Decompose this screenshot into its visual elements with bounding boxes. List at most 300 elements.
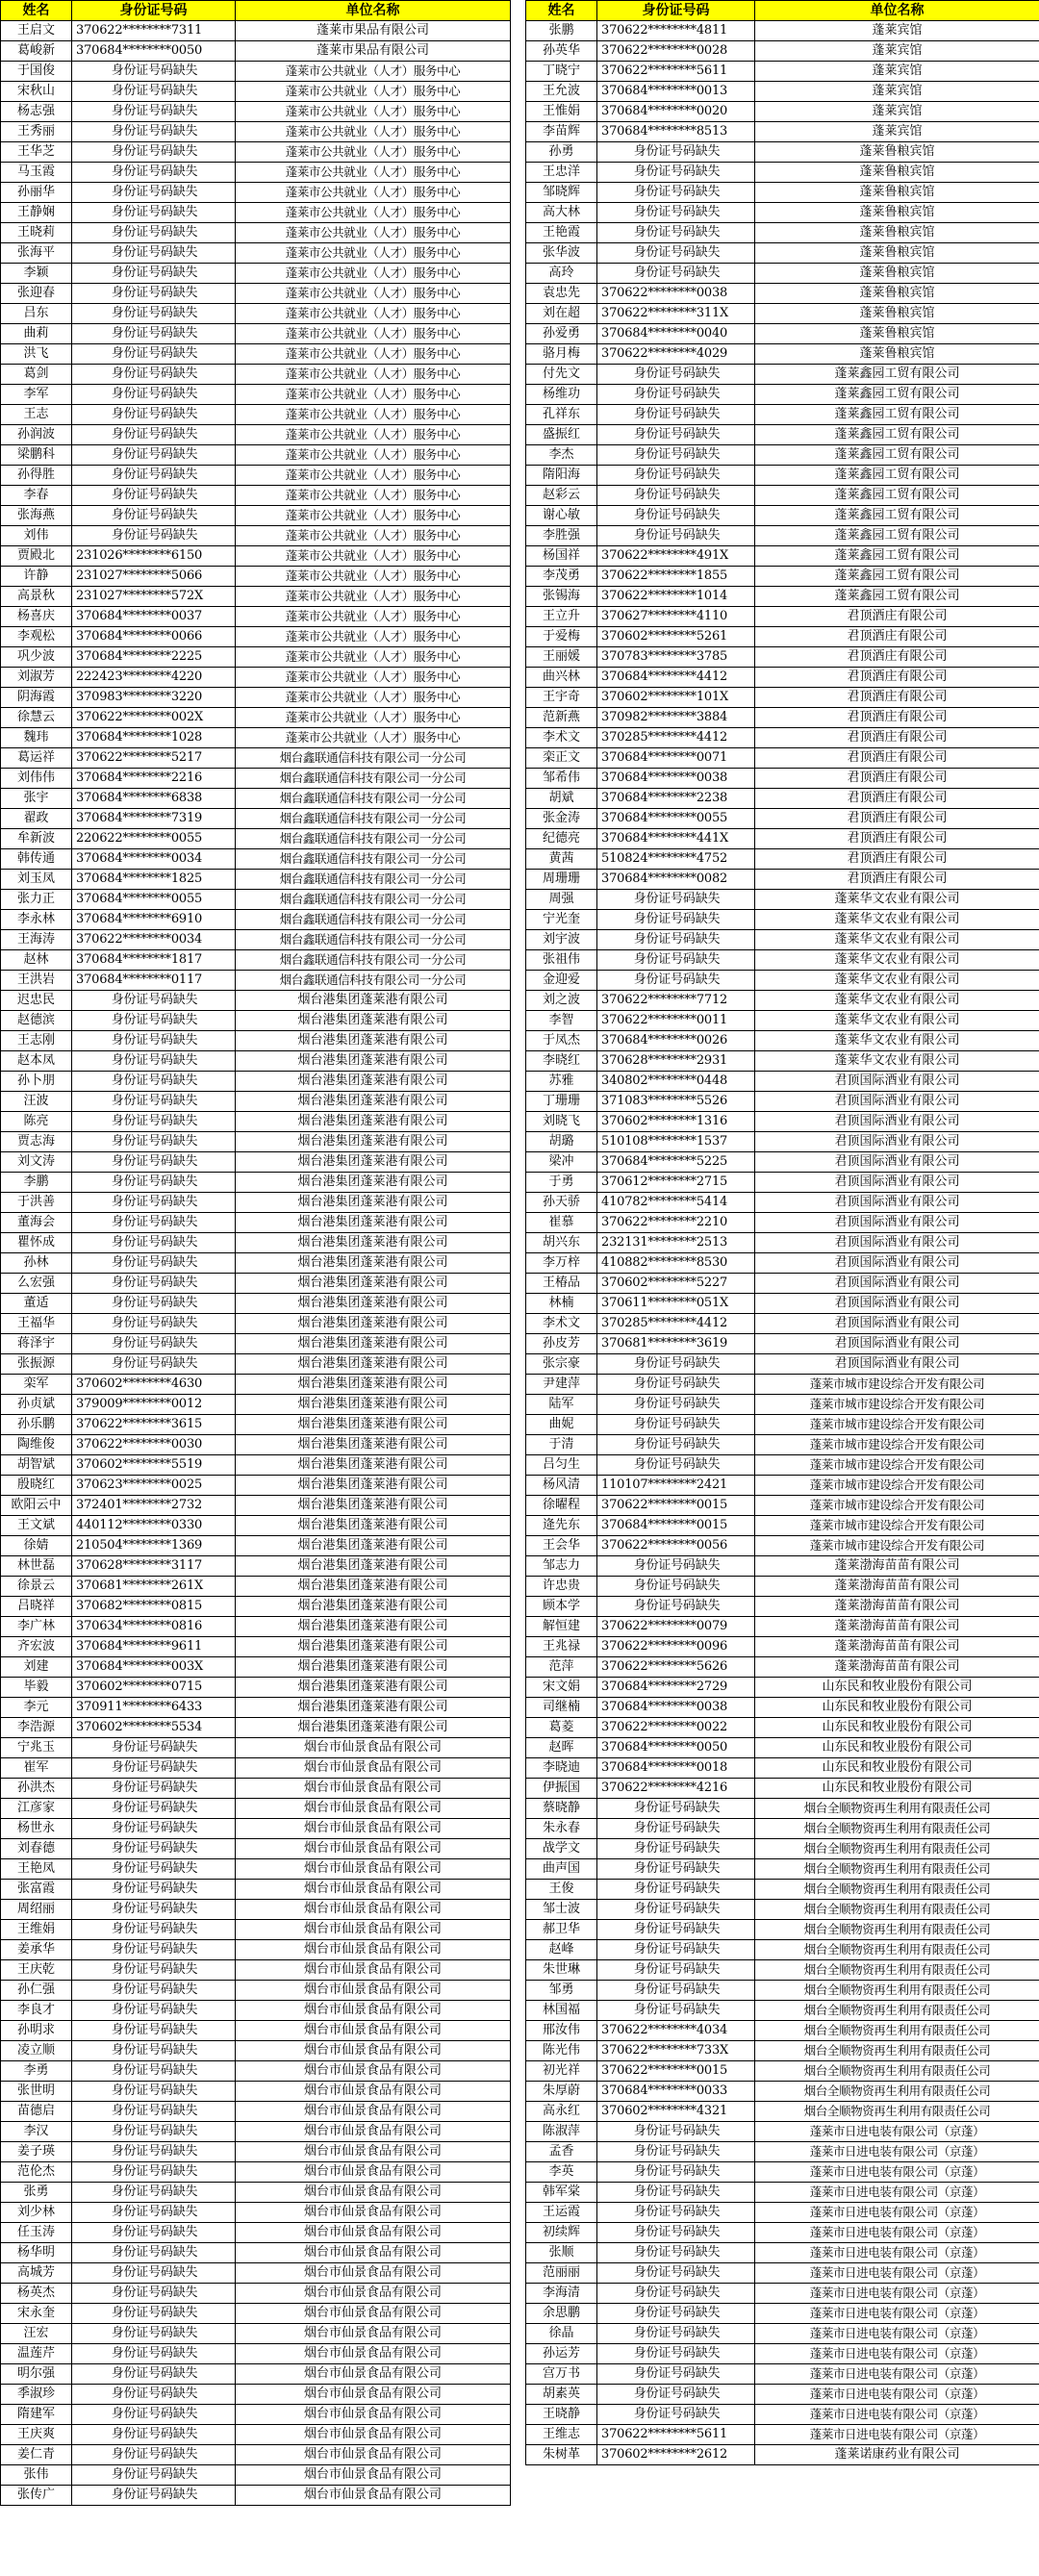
table-row	[1, 647, 511, 668]
cell-unit: 山东民和牧业股份有限公司	[755, 1758, 1039, 1779]
cell-id: 370684********2225	[72, 647, 236, 668]
cell-name: 王艳霞	[526, 223, 597, 243]
cell-name: 李观松	[1, 627, 72, 647]
cell-id: 身份证号码缺失	[72, 183, 236, 203]
cell-id: 371083********5526	[597, 1092, 755, 1112]
table-row	[526, 1435, 1039, 1455]
cell-unit: 君顶国际酒业有限公司	[755, 1213, 1039, 1233]
cell-unit: 烟台鑫联通信科技有限公司一分公司	[236, 950, 511, 971]
cell-id: 身份证号码缺失	[72, 142, 236, 163]
table-row	[1, 1253, 511, 1274]
cell-unit: 烟台港集团蓬莱港有限公司	[236, 1213, 511, 1233]
cell-id: 370622********0015	[597, 1496, 755, 1516]
cell-unit: 蓬莱市城市建设综合开发有限公司	[755, 1476, 1039, 1496]
cell-id: 370602********2612	[597, 2445, 755, 2465]
table-header-row	[526, 1, 1039, 21]
cell-unit: 蓬莱华文农业有限公司	[755, 991, 1039, 1011]
table-row	[526, 2243, 1039, 2263]
cell-unit: 烟台全顺物资再生利用有限责任公司	[755, 1920, 1039, 1940]
table-row	[526, 688, 1039, 708]
cell-name: 汪宏	[1, 2324, 72, 2344]
cell-name: 宋永奎	[1, 2304, 72, 2324]
cell-id: 身份证号码缺失	[72, 223, 236, 243]
cell-id: 370622********2210	[597, 1213, 755, 1233]
cell-unit: 蓬莱市城市建设综合开发有限公司	[755, 1455, 1039, 1476]
cell-unit: 蓬莱市公共就业（人才）服务中心	[236, 122, 511, 142]
cell-name: 孔祥东	[526, 405, 597, 425]
table-row	[1, 688, 511, 708]
table-row	[526, 1334, 1039, 1354]
cell-id: 370684********0033	[597, 2082, 755, 2102]
cell-id: 身份证号码缺失	[72, 1294, 236, 1314]
cell-name: 刘之波	[526, 991, 597, 1011]
cell-id: 身份证号码缺失	[72, 1253, 236, 1274]
cell-id: 370622********0079	[597, 1617, 755, 1637]
table-row	[526, 1738, 1039, 1758]
cell-name: 贾殿北	[1, 546, 72, 567]
cell-id: 身份证号码缺失	[597, 264, 755, 284]
table-row	[526, 1051, 1039, 1072]
cell-unit: 蓬莱市城市建设综合开发有限公司	[755, 1435, 1039, 1455]
cell-unit: 烟台全顺物资再生利用有限责任公司	[755, 2041, 1039, 2061]
cell-id: 身份证号码缺失	[72, 163, 236, 183]
table-row	[1, 1375, 511, 1395]
table-row	[1, 1051, 511, 1072]
table-row	[1, 2465, 511, 2486]
table-row	[526, 304, 1039, 324]
table-row	[1, 2243, 511, 2263]
cell-id: 身份证号码缺失	[72, 2162, 236, 2183]
cell-name: 李春	[1, 486, 72, 506]
cell-id: 410782********5414	[597, 1193, 755, 1213]
cell-unit: 烟台港集团蓬莱港有限公司	[236, 1678, 511, 1698]
cell-name: 于国俊	[1, 62, 72, 82]
cell-id: 身份证号码缺失	[597, 1819, 755, 1839]
cell-name: 宁兆玉	[1, 1738, 72, 1758]
table-row	[526, 2324, 1039, 2344]
table-row	[1, 1173, 511, 1193]
table-row	[526, 1819, 1039, 1839]
cell-name: 杨英杰	[1, 2284, 72, 2304]
cell-id: 370622********0038	[597, 284, 755, 304]
table-row	[1, 2102, 511, 2122]
cell-unit: 蓬莱鑫园工贸有限公司	[755, 405, 1039, 425]
cell-unit: 烟台市仙景食品有限公司	[236, 2203, 511, 2223]
cell-unit: 烟台市仙景食品有限公司	[236, 2364, 511, 2385]
cell-id: 370684********0050	[597, 1738, 755, 1758]
cell-id: 身份证号码缺失	[72, 1031, 236, 1051]
cell-id: 370684********0066	[72, 627, 236, 647]
table-row	[1, 1960, 511, 1981]
cell-id: 510108********1537	[597, 1132, 755, 1152]
cell-unit: 蓬莱鑫园工贸有限公司	[755, 445, 1039, 466]
cell-name: 葛峻新	[1, 41, 72, 62]
cell-unit: 烟台市仙景食品有限公司	[236, 2102, 511, 2122]
cell-id: 身份证号码缺失	[597, 1940, 755, 1960]
cell-name: 张世明	[1, 2082, 72, 2102]
cell-id: 370684********1825	[72, 870, 236, 890]
roster-table-right	[525, 0, 1039, 2465]
table-row	[1, 769, 511, 789]
cell-name: 葛菱	[526, 1718, 597, 1738]
cell-id: 370622********5626	[597, 1657, 755, 1678]
cell-name: 王庆乾	[1, 1960, 72, 1981]
cell-id: 370684********0071	[597, 748, 755, 769]
cell-name: 孙英华	[526, 41, 597, 62]
table-row	[526, 1718, 1039, 1738]
table-row	[1, 1294, 511, 1314]
cell-id: 身份证号码缺失	[72, 1314, 236, 1334]
table-row	[1, 1738, 511, 1758]
table-row	[526, 183, 1039, 203]
cell-id: 身份证号码缺失	[72, 1274, 236, 1294]
cell-unit: 蓬莱市公共就业（人才）服务中心	[236, 243, 511, 264]
cell-unit: 蓬莱市日进电装有限公司（京蓬）	[755, 2405, 1039, 2425]
table-row	[526, 1354, 1039, 1375]
cell-id: 身份证号码缺失	[597, 910, 755, 930]
table-row	[1, 1617, 511, 1637]
cell-name: 王兆禄	[526, 1637, 597, 1657]
cell-id: 370602********0715	[72, 1678, 236, 1698]
table-row	[1, 1072, 511, 1092]
cell-unit: 烟台港集团蓬莱港有限公司	[236, 1375, 511, 1395]
table-row	[526, 486, 1039, 506]
cell-unit: 烟台鑫联通信科技有限公司一分公司	[236, 890, 511, 910]
cell-name: 李浩源	[1, 1718, 72, 1738]
cell-unit: 烟台港集团蓬莱港有限公司	[236, 1152, 511, 1173]
cell-unit: 蓬莱鲁粮宾馆	[755, 344, 1039, 365]
cell-unit: 蓬莱市公共就业（人才）服务中心	[236, 708, 511, 728]
table-row	[1, 2364, 511, 2385]
table-row	[526, 41, 1039, 62]
cell-unit: 蓬莱鲁粮宾馆	[755, 284, 1039, 304]
cell-unit: 烟台港集团蓬莱港有限公司	[236, 1395, 511, 1415]
cell-id: 身份证号码缺失	[72, 2324, 236, 2344]
table-row	[1, 1314, 511, 1334]
cell-unit: 蓬莱宾馆	[755, 21, 1039, 41]
cell-unit: 蓬莱宾馆	[755, 82, 1039, 102]
cell-id: 身份证号码缺失	[72, 2284, 236, 2304]
cell-unit: 蓬莱市日进电装有限公司（京蓬）	[755, 2183, 1039, 2203]
table-row	[1, 950, 511, 971]
table-row	[526, 344, 1039, 365]
cell-id: 370622********5611	[597, 2425, 755, 2445]
cell-name: 殷晓红	[1, 1476, 72, 1496]
cell-id: 410882********8530	[597, 1253, 755, 1274]
cell-id: 370622********0056	[597, 1536, 755, 1556]
cell-name: 吕匀生	[526, 1455, 597, 1476]
cell-unit: 蓬莱华文农业有限公司	[755, 910, 1039, 930]
cell-unit: 蓬莱市日进电装有限公司（京蓬）	[755, 2344, 1039, 2364]
cell-unit: 蓬莱鑫园工贸有限公司	[755, 425, 1039, 445]
cell-name: 么宏强	[1, 1274, 72, 1294]
table-row	[1, 971, 511, 991]
cell-name: 于爱梅	[526, 627, 597, 647]
cell-name: 刘伟	[1, 526, 72, 546]
cell-id: 370622********0030	[72, 1435, 236, 1455]
cell-id: 370634********0816	[72, 1617, 236, 1637]
cell-unit: 烟台市仙景食品有限公司	[236, 2465, 511, 2486]
cell-unit: 君顶酒庄有限公司	[755, 870, 1039, 890]
cell-id: 身份证号码缺失	[72, 1799, 236, 1819]
table-row	[526, 1092, 1039, 1112]
cell-id: 370628********2931	[597, 1051, 755, 1072]
cell-unit: 烟台港集团蓬莱港有限公司	[236, 1274, 511, 1294]
table-row	[526, 445, 1039, 466]
header-unit: 单位名称	[236, 1, 511, 21]
cell-name: 李英	[526, 2162, 597, 2183]
table-row	[1, 1415, 511, 1435]
cell-id: 身份证号码缺失	[72, 2061, 236, 2082]
cell-name: 于洪善	[1, 1193, 72, 1213]
table-row	[526, 728, 1039, 748]
cell-name: 李术文	[526, 1314, 597, 1334]
table-row	[1, 546, 511, 567]
cell-unit: 烟台市仙景食品有限公司	[236, 2324, 511, 2344]
cell-name: 李晓迪	[526, 1758, 597, 1779]
cell-name: 孙卜朋	[1, 1072, 72, 1092]
table-row	[526, 1294, 1039, 1314]
table-row	[526, 2385, 1039, 2405]
cell-unit: 烟台港集团蓬莱港有限公司	[236, 1314, 511, 1334]
cell-name: 刘宇波	[526, 930, 597, 950]
cell-unit: 蓬莱市公共就业（人才）服务中心	[236, 142, 511, 163]
cell-id: 身份证号码缺失	[597, 2142, 755, 2162]
cell-unit: 蓬莱鑫园工贸有限公司	[755, 486, 1039, 506]
cell-id: 370602********5519	[72, 1455, 236, 1476]
cell-name: 范新燕	[526, 708, 597, 728]
cell-unit: 烟台市仙景食品有限公司	[236, 2344, 511, 2364]
cell-unit: 烟台港集团蓬莱港有限公司	[236, 1294, 511, 1314]
table-row	[526, 466, 1039, 486]
cell-unit: 君顶国际酒业有限公司	[755, 1354, 1039, 1375]
cell-name: 梁冲	[526, 1152, 597, 1173]
cell-name: 周绍丽	[1, 1900, 72, 1920]
cell-id: 身份证号码缺失	[72, 2021, 236, 2041]
table-row	[526, 2405, 1039, 2425]
table-row	[1, 1112, 511, 1132]
cell-unit: 君顶酒庄有限公司	[755, 829, 1039, 849]
cell-unit: 君顶国际酒业有限公司	[755, 1092, 1039, 1112]
cell-name: 周强	[526, 890, 597, 910]
cell-unit: 蓬莱市公共就业（人才）服务中心	[236, 668, 511, 688]
cell-name: 宁光奎	[526, 910, 597, 930]
table-row	[1, 1395, 511, 1415]
cell-unit: 君顶国际酒业有限公司	[755, 1334, 1039, 1354]
table-row	[526, 21, 1039, 41]
cell-unit: 蓬莱鑫园工贸有限公司	[755, 587, 1039, 607]
table-row	[526, 142, 1039, 163]
cell-name: 张金涛	[526, 809, 597, 829]
cell-id: 身份证号码缺失	[597, 1859, 755, 1880]
cell-id: 370602********5534	[72, 1718, 236, 1738]
cell-id: 370623********0025	[72, 1476, 236, 1496]
table-row	[526, 1031, 1039, 1051]
cell-name: 欧阳云中	[1, 1496, 72, 1516]
table-row	[526, 1698, 1039, 1718]
cell-unit: 蓬莱市日进电装有限公司（京蓬）	[755, 2223, 1039, 2243]
table-row	[526, 1274, 1039, 1294]
cell-unit: 烟台市仙景食品有限公司	[236, 1779, 511, 1799]
cell-id: 身份证号码缺失	[597, 1981, 755, 2001]
cell-name: 张华波	[526, 243, 597, 264]
table-row	[1, 2001, 511, 2021]
cell-name: 李晓红	[526, 1051, 597, 1072]
cell-id: 身份证号码缺失	[72, 1213, 236, 1233]
cell-id: 510824********4752	[597, 849, 755, 870]
table-row	[526, 647, 1039, 668]
cell-unit: 烟台市仙景食品有限公司	[236, 1981, 511, 2001]
cell-id: 身份证号码缺失	[597, 1900, 755, 1920]
table-row	[1, 2304, 511, 2324]
cell-unit: 蓬莱华文农业有限公司	[755, 930, 1039, 950]
cell-name: 谢心敏	[526, 506, 597, 526]
cell-unit: 烟台港集团蓬莱港有限公司	[236, 1011, 511, 1031]
cell-name: 邢汝伟	[526, 2021, 597, 2041]
cell-unit: 蓬莱市公共就业（人才）服务中心	[236, 62, 511, 82]
cell-unit: 蓬莱市公共就业（人才）服务中心	[236, 82, 511, 102]
cell-unit: 蓬莱鑫园工贸有限公司	[755, 526, 1039, 546]
cell-name: 王允波	[526, 82, 597, 102]
cell-id: 身份证号码缺失	[597, 930, 755, 950]
cell-id: 身份证号码缺失	[72, 506, 236, 526]
cell-id: 370602********4321	[597, 2102, 755, 2122]
cell-unit: 烟台鑫联通信科技有限公司一分公司	[236, 829, 511, 849]
cell-name: 朱永春	[526, 1819, 597, 1839]
cell-name: 杨喜庆	[1, 607, 72, 627]
cell-id: 身份证号码缺失	[72, 2203, 236, 2223]
cell-name: 王海涛	[1, 930, 72, 950]
cell-id: 身份证号码缺失	[72, 2425, 236, 2445]
cell-name: 任玉涛	[1, 2223, 72, 2243]
cell-name: 赵峰	[526, 1940, 597, 1960]
cell-unit: 君顶国际酒业有限公司	[755, 1193, 1039, 1213]
cell-id: 370622********0011	[597, 1011, 755, 1031]
table-row	[1, 2203, 511, 2223]
cell-unit: 烟台市仙景食品有限公司	[236, 2041, 511, 2061]
cell-unit: 蓬莱华文农业有限公司	[755, 1011, 1039, 1031]
cell-unit: 蓬莱市公共就业（人才）服务中心	[236, 344, 511, 365]
cell-id: 231027********572X	[72, 587, 236, 607]
cell-unit: 烟台港集团蓬莱港有限公司	[236, 1051, 511, 1072]
table-row	[1, 1981, 511, 2001]
table-row	[1, 870, 511, 890]
cell-id: 身份证号码缺失	[597, 2183, 755, 2203]
cell-unit: 蓬莱鲁粮宾馆	[755, 183, 1039, 203]
table-row	[1, 243, 511, 264]
cell-name: 李苗辉	[526, 122, 597, 142]
cell-name: 王会华	[526, 1536, 597, 1556]
cell-name: 曲妮	[526, 1415, 597, 1435]
cell-name: 赵林	[1, 950, 72, 971]
cell-id: 身份证号码缺失	[597, 223, 755, 243]
cell-name: 骆月梅	[526, 344, 597, 365]
cell-name: 孙得胜	[1, 466, 72, 486]
cell-id: 370622********0028	[597, 41, 755, 62]
cell-unit: 蓬莱华文农业有限公司	[755, 971, 1039, 991]
table-row	[526, 991, 1039, 1011]
cell-id: 370622********3615	[72, 1415, 236, 1435]
table-row	[526, 546, 1039, 567]
cell-unit: 烟台市仙景食品有限公司	[236, 1960, 511, 1981]
cell-id: 370684********0082	[597, 870, 755, 890]
cell-name: 张传广	[1, 2486, 72, 2506]
cell-name: 杨世永	[1, 1819, 72, 1839]
table-row	[526, 1859, 1039, 1880]
cell-name: 高永红	[526, 2102, 597, 2122]
cell-id: 身份证号码缺失	[72, 2405, 236, 2425]
table-row	[1, 1556, 511, 1577]
cell-unit: 烟台全顺物资再生利用有限责任公司	[755, 1880, 1039, 1900]
cell-id: 身份证号码缺失	[72, 1011, 236, 1031]
table-row	[526, 1173, 1039, 1193]
cell-name: 蒋泽宇	[1, 1334, 72, 1354]
cell-unit: 蓬莱市日进电装有限公司（京蓬）	[755, 2385, 1039, 2405]
cell-unit: 蓬莱渤海苗苗有限公司	[755, 1556, 1039, 1577]
cell-unit: 蓬莱市果品有限公司	[236, 41, 511, 62]
cell-name: 梁鹏科	[1, 445, 72, 466]
cell-unit: 烟台港集团蓬莱港有限公司	[236, 1334, 511, 1354]
cell-id: 身份证号码缺失	[72, 2082, 236, 2102]
cell-id: 身份证号码缺失	[597, 1960, 755, 1981]
cell-id: 370622********5217	[72, 748, 236, 769]
cell-id: 身份证号码缺失	[72, 2243, 236, 2263]
table-row	[526, 385, 1039, 405]
table-row	[526, 950, 1039, 971]
table-row	[1, 2324, 511, 2344]
cell-name: 李鹏	[1, 1173, 72, 1193]
table-row	[1, 1839, 511, 1859]
cell-id: 身份证号码缺失	[72, 1960, 236, 1981]
cell-name: 王文斌	[1, 1516, 72, 1536]
cell-id: 370684********2216	[72, 769, 236, 789]
table-row	[1, 1920, 511, 1940]
table-row	[1, 2263, 511, 2284]
cell-id: 身份证号码缺失	[72, 2304, 236, 2324]
cell-id: 370983********3220	[72, 688, 236, 708]
table-row	[526, 1637, 1039, 1657]
cell-unit: 烟台港集团蓬莱港有限公司	[236, 1132, 511, 1152]
cell-unit: 烟台鑫联通信科技有限公司一分公司	[236, 769, 511, 789]
cell-unit: 烟台全顺物资再生利用有限责任公司	[755, 1940, 1039, 1960]
cell-name: 曲兴林	[526, 668, 597, 688]
cell-unit: 蓬莱市日进电装有限公司（京蓬）	[755, 2122, 1039, 2142]
cell-name: 王志刚	[1, 1031, 72, 1051]
cell-unit: 蓬莱市公共就业（人才）服务中心	[236, 546, 511, 567]
cell-name: 姜子瑛	[1, 2142, 72, 2162]
cell-id: 370684********0037	[72, 607, 236, 627]
table-row	[526, 2122, 1039, 2142]
cell-id: 身份证号码缺失	[597, 445, 755, 466]
cell-name: 李茂勇	[526, 567, 597, 587]
cell-id: 身份证号码缺失	[72, 1758, 236, 1779]
cell-unit: 烟台全顺物资再生利用有限责任公司	[755, 2001, 1039, 2021]
table-row	[1, 365, 511, 385]
cell-id: 370684********6910	[72, 910, 236, 930]
cell-id: 370911********6433	[72, 1698, 236, 1718]
cell-name: 徐慧云	[1, 708, 72, 728]
cell-id: 身份证号码缺失	[597, 1415, 755, 1435]
cell-id: 身份证号码缺失	[72, 405, 236, 425]
cell-unit: 君顶国际酒业有限公司	[755, 1072, 1039, 1092]
table-header-row	[1, 1, 511, 21]
cell-name: 赵德滨	[1, 1011, 72, 1031]
table-row	[1, 1274, 511, 1294]
cell-name: 刘少林	[1, 2203, 72, 2223]
cell-name: 王静娴	[1, 203, 72, 223]
cell-unit: 烟台港集团蓬莱港有限公司	[236, 1657, 511, 1678]
cell-id: 身份证号码缺失	[597, 425, 755, 445]
